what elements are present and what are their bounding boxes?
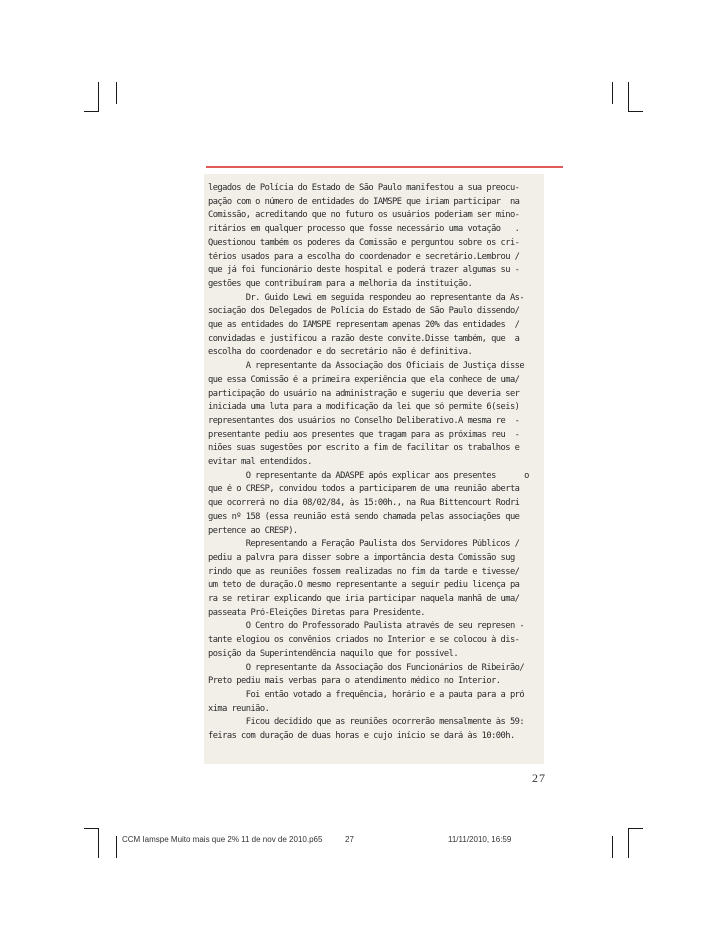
text-line: rindo que as reuniões fossem realizadas no fim da tarde e tivesse/ <box>208 566 520 577</box>
text-line: legados de Polícia do Estado de São Paulo manifestou a sua preocu- <box>208 183 520 193</box>
text-line: Preto pediu mais verbas para o atendimento médico no Interior. <box>208 676 501 687</box>
text-line: que as entidades do IAMSPE representam apenas 20% das entidades / <box>208 320 520 330</box>
text-line: Dr. Guido Lewi em seguida respondeu ao representante da As- <box>208 292 525 303</box>
text-line: que é o CRESP, convidou todos a participarem de uma reunião aberta <box>208 484 520 495</box>
text-line: gestões que contribuíram para a melhoria da instituição. <box>208 278 473 289</box>
crop-mark <box>612 82 613 104</box>
text-line: Representando a Feração Paulista dos Servidores Públicos / <box>208 539 520 550</box>
text-line: Questionou também os poderes da Comissão e perguntou sobre os cri- <box>208 237 520 248</box>
crop-mark <box>612 836 613 858</box>
crop-mark <box>116 82 117 104</box>
text-line: escolha do coordenador e do secretário não é definitiva. <box>208 347 473 358</box>
text-line: feiras com duração de duas horas e cujo início se dará às 10:00h. <box>208 731 515 741</box>
text-line: convidadas e justificou a razão deste convite.Disse também, que a <box>208 333 520 344</box>
text-line: O Centro do Professorado Paulista através de seu represen - <box>208 621 525 632</box>
text-line: participação do usuário na administração e sugeriu que deveria ser <box>208 388 520 399</box>
crop-mark <box>98 82 99 112</box>
text-line: que ocorrerá no dia 08/02/84, às 15:00h., na Rua Bittencourt Rodri <box>208 498 520 509</box>
text-line: pação com o número de entidades do IAMSPE que iriam participar na <box>208 196 520 207</box>
crop-mark <box>628 828 643 829</box>
crop-mark <box>628 82 629 112</box>
crop-mark <box>84 828 99 829</box>
text-line: que já foi funcionário deste hospital e poderá trazer algumas su - <box>208 265 520 276</box>
text-line: que essa Comissão é a primeira experiência que ela conhece de uma/ <box>208 374 520 385</box>
text-line: gues nº 158 (essa reunião está sendo chamada pelas associações que <box>208 511 520 522</box>
crop-mark <box>628 828 629 858</box>
header-rule <box>206 166 563 168</box>
text-line: ritários em qualquer processo que fosse necessário uma votação . <box>208 224 520 235</box>
text-line: evitar mal entendidos. <box>208 457 312 467</box>
page-number: 27 <box>532 771 546 785</box>
text-line: xima reunião. <box>208 703 270 714</box>
text-line: presentante pediu aos presentes que tragam para as próximas reu - <box>208 429 520 440</box>
text-line: A representante da Associação dos Oficiais de Justiça disse <box>208 361 525 372</box>
text-line: ra se retirar explicando que iria participar naquela manhã de uma/ <box>208 594 520 604</box>
text-line: térios usados para a escolha do coordenador e secretário.Lembrou / <box>208 251 520 262</box>
text-line: O representante da ADASPE após explicar aos presentes o <box>208 470 529 481</box>
text-line: representantes dos usuários no Conselho Deliberativo.A mesma re - <box>208 415 520 426</box>
text-line: Ficou decidido que as reuniões ocorrerão mensalmente às 59: <box>208 717 525 728</box>
crop-mark <box>628 111 643 112</box>
text-line: passeata Pró-Eleições Diretas para Presidente. <box>208 607 426 618</box>
text-line: sociação dos Delegados de Polícia do Estado de São Paulo dissendo/ <box>208 306 520 317</box>
text-line: O representante da Associação dos Funcionários de Ribeirão/ <box>208 662 525 673</box>
text-line: niões suas sugestões por escrito a fim de facilitar os trabalhos e <box>208 443 520 454</box>
text-line: Comissão, acreditando que no futuro os usuários poderiam ser mino- <box>208 210 520 221</box>
text-line: tante elogiou os convênios criados no Interior e se colocou à dis- <box>208 635 520 646</box>
text-line: iniciada uma luta para a modificação da lei que só permite 6(seis) <box>208 402 520 413</box>
text-line: posição da Superintendência naquilo que for possível. <box>208 648 459 659</box>
text-line: pertence ao CRESP). <box>208 525 298 536</box>
text-line: pediu a palvra para disser sobre a importância desta Comissão sug <box>208 552 515 563</box>
text-line: Foi então votado a frequência, horário e a pauta para a pró <box>208 689 525 700</box>
scanned-typewritten-page <box>204 174 544 764</box>
crop-mark <box>98 828 99 858</box>
text-line: um teto de duração.O mesmo representante a seguir pediu licença pa <box>208 580 520 591</box>
footer-page: 27 <box>345 835 354 844</box>
crop-mark <box>84 111 99 112</box>
crop-mark <box>116 836 117 858</box>
footer-file-name: CCM Iamspe Muito mais que 2% 11 de nov de 2010.p65 <box>122 835 323 844</box>
footer-timestamp: 11/11/2010, 16:59 <box>448 835 512 844</box>
